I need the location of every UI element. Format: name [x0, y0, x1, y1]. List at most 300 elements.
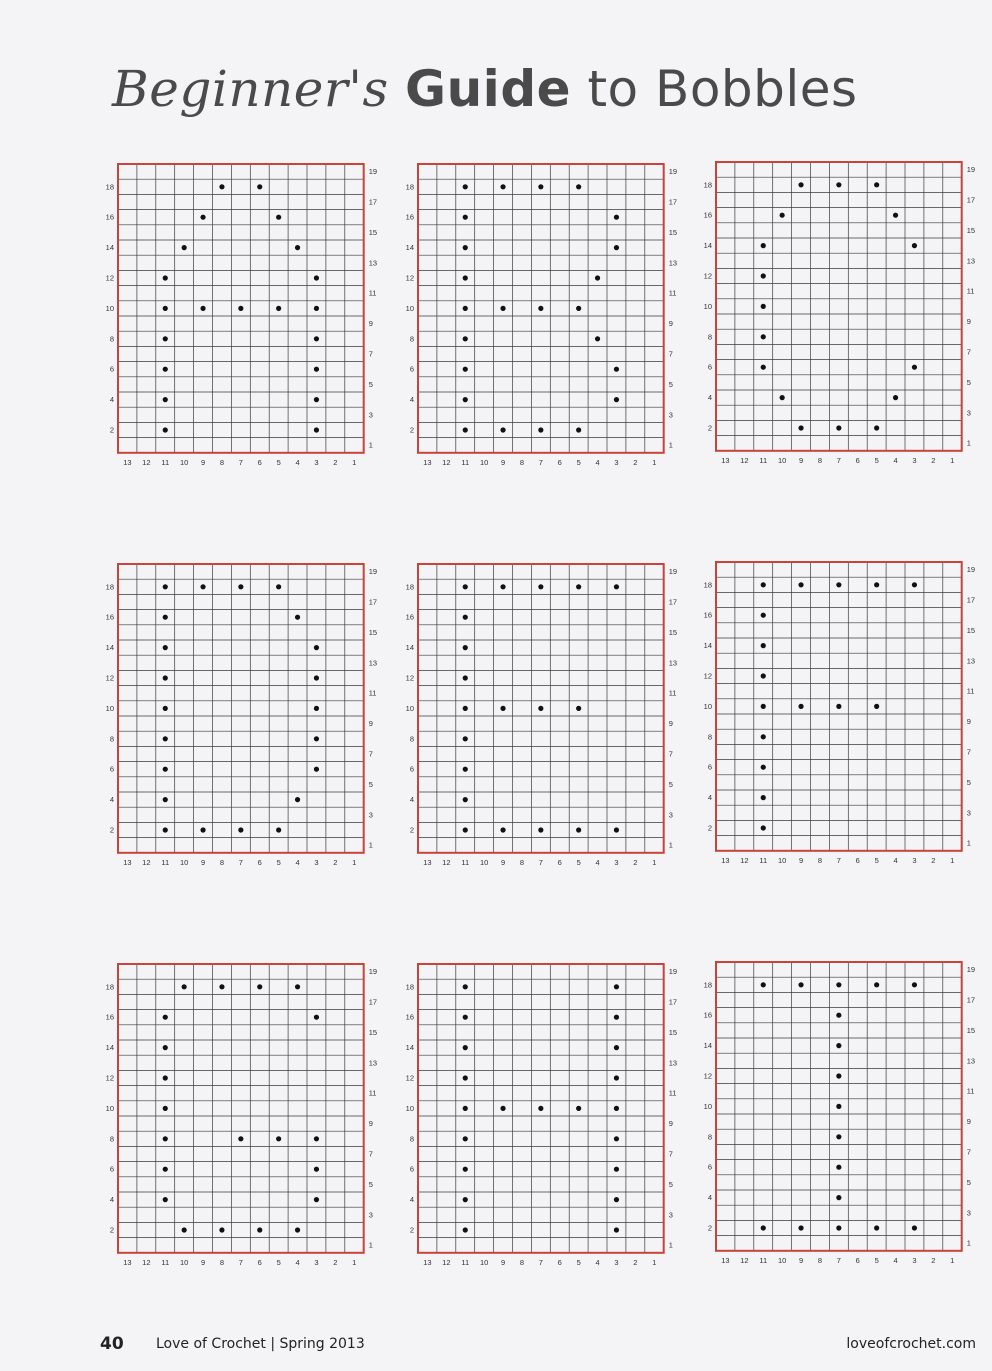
column-label: 6 [855, 455, 860, 465]
row-label-left: 14 [703, 241, 712, 251]
row-label-right: 11 [368, 288, 377, 298]
column-label: 5 [276, 457, 281, 467]
row-label-right: 19 [368, 167, 378, 177]
bobble-dot [780, 395, 785, 400]
column-label: 10 [179, 457, 189, 467]
row-label-left: 4 [109, 1195, 114, 1205]
bobble-dot [761, 982, 766, 987]
row-label-left: 16 [105, 212, 114, 222]
column-label: 3 [912, 455, 917, 465]
column-label: 1 [352, 457, 357, 467]
row-label-left: 14 [105, 243, 114, 253]
bobble-dot [798, 182, 803, 187]
row-label-right: 13 [966, 1056, 976, 1066]
row-label-left: 14 [105, 643, 114, 653]
stitch-grid-svg [700, 555, 976, 865]
bobble-dot [761, 643, 766, 648]
chart-letter-b [402, 157, 678, 467]
column-label: 12 [740, 455, 749, 465]
column-label: 11 [461, 1257, 470, 1267]
row-label-right: 7 [368, 1149, 373, 1159]
bobble-dot [614, 245, 619, 250]
bobble-dot [761, 734, 766, 739]
bobble-dot [463, 1167, 468, 1172]
chart-letter-c [700, 155, 976, 465]
column-label: 11 [161, 1257, 170, 1267]
bobble-dot [761, 1225, 766, 1230]
row-label-left: 10 [405, 1103, 414, 1113]
bobble-dot [912, 243, 917, 248]
row-label-left: 8 [109, 334, 114, 344]
bobble-dot [614, 1136, 619, 1141]
bobble-dot [238, 1136, 243, 1141]
row-label-right: 15 [668, 1027, 678, 1037]
column-label: 7 [538, 457, 543, 467]
row-label-right: 17 [668, 997, 678, 1007]
row-label-right: 13 [966, 656, 976, 666]
column-label: 9 [500, 1257, 506, 1267]
column-label: 4 [893, 855, 898, 865]
row-label-left: 4 [707, 1193, 712, 1203]
bobble-dot [200, 306, 205, 311]
bobble-dot [295, 797, 300, 802]
row-label-right: 9 [966, 317, 971, 327]
row-label-right: 15 [966, 1025, 976, 1035]
bobble-dot [463, 1227, 468, 1232]
row-label-left: 12 [405, 673, 414, 683]
row-label-left: 16 [703, 1010, 712, 1020]
column-label: 10 [179, 857, 189, 867]
bobble-dot [463, 1136, 468, 1141]
bobble-dot [912, 582, 917, 587]
row-label-right: 7 [668, 349, 673, 359]
row-label-right: 9 [668, 1119, 673, 1129]
stitch-grid-svg [402, 557, 678, 867]
row-label-right: 15 [368, 1027, 378, 1037]
row-label-left: 6 [409, 764, 414, 774]
column-label: 7 [538, 857, 543, 867]
column-label: 12 [740, 1255, 749, 1265]
row-label-right: 9 [368, 719, 373, 729]
bobble-dot [614, 1197, 619, 1202]
column-label: 8 [519, 857, 525, 867]
column-label: 3 [912, 1255, 917, 1265]
row-label-left: 16 [405, 612, 414, 622]
bobble-dot [836, 1104, 841, 1109]
row-label-left: 14 [703, 641, 712, 651]
bobble-dot [314, 675, 319, 680]
bobble-dot [874, 982, 879, 987]
chart-letter-e [402, 557, 678, 867]
row-label-right: 7 [668, 749, 673, 759]
title-script-word: Beginner's [112, 60, 389, 118]
bobble-dot [538, 584, 543, 589]
bobble-dot [538, 1106, 543, 1111]
row-label-left: 4 [707, 393, 712, 403]
row-label-left: 12 [105, 1073, 114, 1083]
bobble-dot [295, 615, 300, 620]
chart-border [118, 564, 364, 853]
chart-letter-i [700, 955, 976, 1265]
row-label-right: 7 [368, 749, 373, 759]
row-label-left: 10 [703, 301, 712, 311]
row-label-right: 1 [668, 1240, 673, 1250]
row-label-left: 4 [109, 795, 114, 805]
row-label-right: 7 [368, 349, 373, 359]
row-label-left: 8 [707, 732, 712, 742]
bobble-dot [874, 182, 879, 187]
row-label-left: 12 [105, 673, 114, 683]
bobble-dot [314, 706, 319, 711]
page-footer [0, 1334, 992, 1358]
bobble-dot [163, 336, 168, 341]
column-label: 2 [931, 1255, 936, 1265]
column-label: 6 [257, 457, 262, 467]
row-label-left: 16 [405, 1012, 414, 1022]
bobble-dot [836, 982, 841, 987]
bobble-dot [761, 673, 766, 678]
row-label-left: 4 [409, 1195, 414, 1205]
stitch-grid-svg [102, 957, 378, 1267]
row-label-right: 5 [668, 779, 673, 789]
column-label: 1 [950, 855, 955, 865]
row-label-right: 9 [368, 319, 373, 329]
row-label-right: 15 [668, 227, 678, 237]
row-label-left: 2 [707, 823, 712, 833]
row-label-right: 3 [668, 1210, 673, 1220]
bobble-dot [463, 306, 468, 311]
column-label: 11 [161, 457, 170, 467]
stitch-grid-svg [700, 955, 976, 1265]
bobble-dot [614, 1167, 619, 1172]
page-number: 40 [100, 1334, 124, 1354]
website-link[interactable]: loveofcrochet.com [846, 1336, 976, 1352]
row-label-left: 8 [707, 1132, 712, 1142]
bobble-dot [874, 1225, 879, 1230]
column-label: 1 [352, 1257, 357, 1267]
column-label: 3 [614, 1257, 619, 1267]
bobble-dot [295, 1227, 300, 1232]
bobble-dot [538, 306, 543, 311]
row-label-right: 17 [966, 595, 976, 605]
bobble-dot [874, 582, 879, 587]
column-label: 2 [333, 1257, 338, 1267]
row-label-right: 9 [668, 719, 673, 729]
bobble-dot [314, 767, 319, 772]
column-label: 4 [595, 857, 600, 867]
bobble-dot [912, 982, 917, 987]
column-label: 13 [123, 857, 132, 867]
column-label: 10 [777, 1255, 787, 1265]
column-label: 11 [161, 857, 170, 867]
bobble-dot [314, 1167, 319, 1172]
row-label-right: 1 [668, 840, 673, 850]
row-label-right: 5 [966, 377, 971, 387]
title-bold-word: Guide [405, 60, 572, 118]
bobble-dot [463, 1015, 468, 1020]
row-label-right: 19 [966, 565, 976, 575]
column-label: 10 [179, 1257, 189, 1267]
bobble-dot [836, 1013, 841, 1018]
column-label: 12 [442, 1257, 451, 1267]
row-label-right: 13 [668, 258, 678, 268]
row-label-left: 14 [405, 1043, 414, 1053]
row-label-left: 2 [109, 425, 114, 435]
row-label-right: 1 [966, 838, 971, 848]
bobble-dot [614, 1015, 619, 1020]
row-label-left: 18 [405, 182, 414, 192]
row-label-right: 13 [668, 658, 678, 668]
bobble-dot [257, 984, 262, 989]
column-label: 13 [721, 855, 730, 865]
bobble-dot [761, 365, 766, 370]
bobble-dot [761, 825, 766, 830]
row-label-right: 11 [668, 1088, 677, 1098]
chart-letter-a [102, 157, 378, 467]
column-label: 13 [721, 455, 730, 465]
row-label-right: 13 [966, 256, 976, 266]
bobble-dot [614, 1106, 619, 1111]
row-label-right: 9 [966, 1117, 971, 1127]
row-label-right: 11 [368, 1088, 377, 1098]
bobble-dot [314, 306, 319, 311]
bobble-dot [276, 827, 281, 832]
column-label: 3 [614, 457, 619, 467]
bobble-dot [276, 306, 281, 311]
bobble-dot [238, 584, 243, 589]
row-label-right: 3 [966, 408, 971, 418]
column-label: 9 [798, 855, 804, 865]
bobble-dot [463, 275, 468, 280]
row-label-right: 11 [368, 688, 377, 698]
column-label: 2 [333, 457, 338, 467]
bobble-dot [314, 736, 319, 741]
row-label-right: 3 [668, 810, 673, 820]
column-label: 7 [538, 1257, 543, 1267]
row-label-right: 19 [368, 967, 378, 977]
bobble-dot [295, 984, 300, 989]
row-label-right: 7 [966, 1147, 971, 1157]
bobble-dot [614, 215, 619, 220]
row-label-right: 19 [668, 967, 678, 977]
row-label-left: 14 [405, 643, 414, 653]
bobble-dot [238, 827, 243, 832]
bobble-dot [163, 615, 168, 620]
column-label: 6 [557, 1257, 562, 1267]
row-label-left: 2 [409, 425, 414, 435]
bobble-dot [163, 767, 168, 772]
bobble-dot [463, 675, 468, 680]
bobble-dot [163, 706, 168, 711]
bobble-dot [836, 182, 841, 187]
bobble-dot [798, 582, 803, 587]
title-rest: to Bobbles [587, 60, 858, 118]
bobble-dot [463, 397, 468, 402]
column-label: 4 [595, 1257, 600, 1267]
bobble-dot [500, 306, 505, 311]
row-label-left: 14 [703, 1041, 712, 1051]
row-label-left: 12 [703, 671, 712, 681]
bobble-dot [276, 1136, 281, 1141]
column-label: 7 [238, 857, 243, 867]
bobble-dot [761, 582, 766, 587]
column-label: 13 [423, 857, 432, 867]
bobble-dot [163, 645, 168, 650]
row-label-left: 18 [703, 180, 712, 190]
row-label-right: 3 [368, 810, 373, 820]
bobble-dot [276, 215, 281, 220]
row-label-right: 15 [966, 225, 976, 235]
column-label: 3 [614, 857, 619, 867]
bobble-dot [314, 336, 319, 341]
bobble-dot [314, 1197, 319, 1202]
row-label-left: 4 [707, 793, 712, 803]
row-label-left: 6 [707, 1162, 712, 1172]
bobble-dot [163, 1106, 168, 1111]
column-label: 9 [798, 455, 804, 465]
bobble-dot [257, 1227, 262, 1232]
row-label-left: 12 [105, 273, 114, 283]
column-label: 11 [461, 457, 470, 467]
row-label-left: 16 [405, 212, 414, 222]
bobble-dot [576, 1106, 581, 1111]
bobble-dot [314, 275, 319, 280]
row-label-left: 12 [405, 1073, 414, 1083]
bobble-dot [463, 797, 468, 802]
column-label: 13 [123, 1257, 132, 1267]
row-label-left: 2 [409, 825, 414, 835]
row-label-left: 18 [105, 182, 114, 192]
bobble-dot [614, 827, 619, 832]
bobble-dot [163, 427, 168, 432]
bobble-dot [595, 336, 600, 341]
bobble-dot [163, 797, 168, 802]
bobble-dot [163, 1075, 168, 1080]
row-label-left: 10 [703, 1101, 712, 1111]
page-title [112, 60, 858, 118]
column-label: 7 [836, 855, 841, 865]
row-label-right: 3 [368, 410, 373, 420]
bobble-dot [163, 1136, 168, 1141]
bobble-dot [463, 984, 468, 989]
bobble-dot [836, 425, 841, 430]
bobble-dot [463, 427, 468, 432]
bobble-dot [463, 736, 468, 741]
row-label-right: 5 [368, 379, 373, 389]
row-label-right: 1 [966, 1238, 971, 1248]
bobble-dot [163, 397, 168, 402]
bobble-dot [538, 706, 543, 711]
row-label-left: 14 [405, 243, 414, 253]
row-label-left: 6 [409, 1164, 414, 1174]
chart-border [118, 964, 364, 1253]
column-label: 3 [314, 457, 319, 467]
bobble-dot [761, 334, 766, 339]
column-label: 4 [893, 1255, 898, 1265]
column-label: 13 [423, 457, 432, 467]
column-label: 9 [200, 857, 206, 867]
bobble-dot [463, 767, 468, 772]
column-label: 10 [777, 855, 787, 865]
bobble-dot [219, 184, 224, 189]
bobble-dot [798, 1225, 803, 1230]
row-label-left: 2 [109, 825, 114, 835]
bobble-dot [798, 425, 803, 430]
row-label-left: 16 [703, 210, 712, 220]
column-label: 5 [276, 1257, 281, 1267]
bobble-dot [836, 1043, 841, 1048]
row-label-right: 19 [966, 165, 976, 175]
column-label: 6 [257, 857, 262, 867]
row-label-left: 18 [405, 982, 414, 992]
column-label: 4 [595, 457, 600, 467]
column-label: 6 [257, 1257, 262, 1267]
column-label: 11 [759, 855, 768, 865]
row-label-left: 4 [109, 395, 114, 405]
column-label: 6 [855, 855, 860, 865]
column-label: 10 [479, 457, 489, 467]
row-label-right: 9 [668, 319, 673, 329]
chart-border [716, 162, 962, 451]
bobble-dot [836, 1225, 841, 1230]
column-label: 12 [442, 457, 451, 467]
bobble-dot [257, 184, 262, 189]
row-label-left: 4 [409, 395, 414, 405]
row-label-left: 10 [405, 703, 414, 713]
row-label-right: 5 [668, 379, 673, 389]
column-label: 5 [276, 857, 281, 867]
bobble-dot [500, 1106, 505, 1111]
bobble-dot [836, 1073, 841, 1078]
bobble-dot [500, 584, 505, 589]
bobble-dot [276, 584, 281, 589]
row-label-left: 2 [409, 1225, 414, 1235]
bobble-dot [761, 304, 766, 309]
bobble-dot [200, 827, 205, 832]
row-label-left: 8 [409, 734, 414, 744]
bobble-dot [463, 367, 468, 372]
row-label-right: 5 [368, 779, 373, 789]
row-label-right: 13 [368, 658, 378, 668]
row-label-left: 10 [703, 701, 712, 711]
bobble-dot [463, 215, 468, 220]
column-label: 13 [721, 1255, 730, 1265]
row-label-right: 11 [966, 1086, 975, 1096]
bobble-dot [463, 1045, 468, 1050]
row-label-right: 19 [966, 965, 976, 975]
row-label-right: 1 [966, 438, 971, 448]
row-label-right: 17 [966, 195, 976, 205]
row-label-left: 8 [109, 734, 114, 744]
bobble-dot [314, 645, 319, 650]
column-label: 1 [652, 457, 657, 467]
row-label-left: 18 [105, 982, 114, 992]
bobble-dot [200, 215, 205, 220]
bobble-dot [314, 1136, 319, 1141]
bobble-dot [314, 1015, 319, 1020]
column-label: 10 [479, 1257, 489, 1267]
row-label-left: 10 [405, 303, 414, 313]
row-label-left: 6 [707, 762, 712, 772]
bobble-dot [182, 245, 187, 250]
column-label: 13 [123, 457, 132, 467]
chart-letter-d [102, 557, 378, 867]
column-label: 2 [633, 1257, 638, 1267]
bobble-dot [463, 245, 468, 250]
bobble-dot [761, 704, 766, 709]
column-label: 7 [238, 1257, 243, 1267]
row-label-left: 16 [105, 612, 114, 622]
